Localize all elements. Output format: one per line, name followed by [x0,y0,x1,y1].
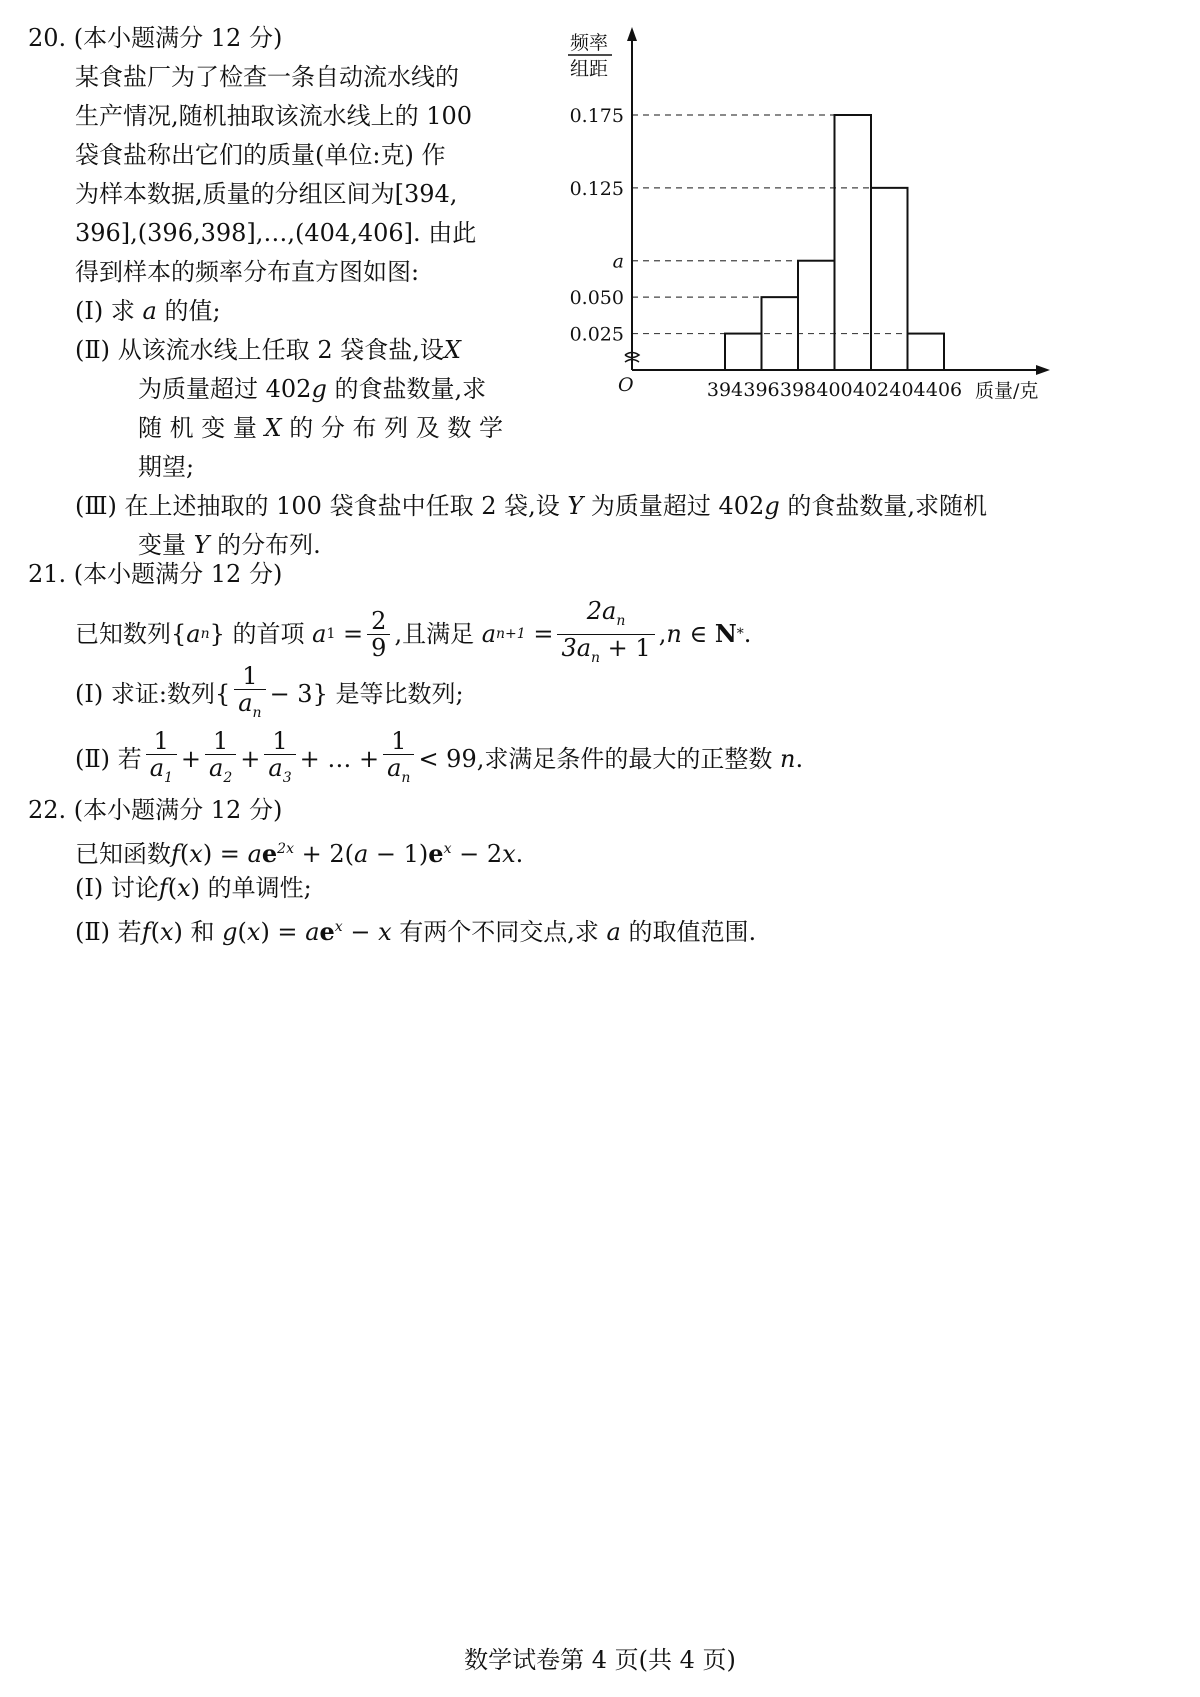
q20-part2-label: (Ⅱ) [75,336,111,364]
q22-part1-x: x [177,874,191,902]
y-axis-arrow [627,27,637,41]
q21-f4-sub: n [401,769,411,786]
q20-part3-l1-text-b: 为质量超过 402 [590,492,765,520]
q21-comma: , [658,620,667,649]
q21-part1-frac-den-sub: n [252,704,262,721]
q20-part2-l1-text: 从该流水线上任取 2 袋食盐,设 [117,336,444,364]
q22-part1 [75,874,312,902]
q20-part1-text-b: 的值; [164,297,221,325]
q22-part2-x: x [159,918,174,946]
x-tick-label: 398 [779,379,817,401]
histogram-bar [798,261,835,370]
q20-part3-line-1 [75,492,987,520]
q21-part1-frac-den [234,689,265,726]
origin-label: O [618,374,634,396]
x-tick-label: 396 [743,379,780,401]
q20-body-line-3: 袋食盐称出它们的质量(单位:克) 作 [75,141,446,169]
q20-part2-line-4: 期望; [138,453,195,481]
q21-frac-den: 9 [367,634,390,661]
q21-given-text-a: 已知数列{ [75,620,187,649]
q21-part2-label: (Ⅱ) [75,745,111,774]
x-axis-label: 质量/克 [975,380,1039,402]
q22-given [75,835,523,868]
q21-frac-1-a1 [146,728,177,791]
x-tick-label: 400 [816,379,853,401]
q21-rec-den [557,634,654,671]
histogram-bar [871,188,908,370]
q21-an: a [186,620,201,649]
histogram-labels [568,32,1038,402]
q22-part2-text-a: 若 [117,918,142,946]
q21-plus-1: + [180,745,202,774]
q20-part3-l1-text-a: 在上述抽取的 100 袋食盐中任取 2 袋,设 [124,492,560,520]
q22-part2-paren2: ( [237,918,247,946]
y-tick-label: 0.025 [569,323,624,346]
q21-f1-sub: 1 [164,769,173,786]
q22-part2-label: (Ⅱ) [75,918,111,946]
x-axis-arrow [1036,365,1050,375]
y-label-bottom: 组距 [570,58,609,80]
q22-part2-text-g: 有两个不同交点,求 [391,918,599,946]
q22-part2-f: f [141,918,151,946]
histogram-axes [625,27,1050,375]
page-footer: 数学试卷第 4 页(共 4 页) [464,1646,736,1674]
q20-part1-var: a [142,297,157,325]
histogram-bar [835,115,872,370]
q20-part1-text-a: 求 [110,297,135,325]
q20-part2-line-1 [75,336,461,364]
q22-f: f [171,840,180,868]
q21-frac-1-a2 [205,728,236,791]
q20-part3-label: (Ⅲ) [75,492,117,520]
q22-part1-text-c: ) 的单调性; [190,874,312,902]
q21-f1-den [146,754,177,791]
q21-f2-sub: 2 [223,769,233,786]
q20-body-line-4: 为样本数据,质量的分组区间为[394, [75,180,458,208]
q21-given-text-c: ,且满足 [394,620,475,649]
q21-part2-text-a: 若 [117,745,142,774]
q22-part2-a: a [305,918,320,946]
q21-eq-2: = [533,620,554,649]
y-tick-label: 0.125 [569,177,624,200]
q21-rec-num [583,598,630,634]
q22-part2-text-h: 的取值范围. [628,918,757,946]
q20-part2-l2-unit: g [311,375,327,403]
q22-part2-x2: x [246,918,261,946]
q20-part3-l2-text-a: 变量 [138,531,186,559]
q21-part1 [75,663,464,726]
q20-title: 20. (本小题满分 12 分) [28,24,283,52]
q21-f3-den [264,754,295,791]
q22-part2-paren1: ( [150,918,160,946]
q22-part2-eq: ) = [260,918,298,946]
q21-a1: a [312,620,327,649]
q21-recurrence-frac [557,598,654,671]
q21-rec-num-sub: n [616,612,626,629]
q21-part2-n: n [779,745,796,774]
q21-rec-den-plus: + 1 [600,633,651,662]
q21-given-text-b: } 的首项 [209,620,305,649]
y-label-top: 频率 [570,32,609,54]
histogram-bar [725,334,762,370]
q21-frac-num: 2 [371,606,387,635]
q21-part1-text-b: − 3} 是等比数列; [269,680,464,709]
q20-part3-l2-text-b: 的分布列. [217,531,321,559]
x-tick-label: 402 [852,379,890,401]
q21-part1-text-a: 求证:数列{ [110,680,231,709]
q20-part3-l2-var: Y [193,531,210,559]
q20-body-line-5: 396],(396,398],…,(404,406]. 由此 [75,219,477,247]
q22-minus-2: − 2 [451,840,503,868]
q20-part3-l1-unit: g [764,492,780,520]
q21-f3-num: 1 [272,727,288,755]
q21-part1-label: (Ⅰ) [75,680,104,709]
q21-an1-sub: n+1 [496,626,526,643]
q22-e1: e [261,839,278,868]
q20-part2-l3-text-a: 随 机 变 量 [138,414,257,442]
q21-an-sub: n [200,626,210,643]
q20-part2-l1-var: X [443,336,461,364]
q20-part1-label: (Ⅰ) [75,297,104,325]
q21-f4-num: 1 [391,727,407,755]
q21-n: n [666,620,682,649]
q21-part2-end: . [795,745,804,774]
q20-part3-l1-var: Y [567,492,584,520]
q21-star: * [736,626,744,643]
q21-end: . [743,620,752,649]
q22-e2: e [428,839,444,868]
q20-part3-line-2 [138,531,321,559]
q20-part1 [75,297,221,325]
q21-f2-den-text: a [209,754,224,782]
q20-body-line-1: 某食盐厂为了检查一条自动流水线的 [75,63,459,91]
q22-paren-open: ( [179,840,190,868]
q21-f3-den-text: a [268,754,283,782]
q21-part1-frac-num: 1 [242,662,258,690]
histogram-bars [725,115,944,370]
q20-part2-l2-text-a: 为质量超过 402 [138,375,312,403]
histogram-bar [908,334,945,370]
q21-eq-1: = [343,620,364,649]
q21-part1-frac-den-text: a [238,689,253,717]
q22-paren-close-eq: ) = [202,840,240,868]
q22-part1-text-a: 讨论 [110,874,159,902]
q22-part2-and: ) 和 [173,918,215,946]
q20-part2-l3-text-b: 的 分 布 列 及 数 学 [289,414,504,442]
q21-f2-den [205,754,236,791]
q21-f2-num: 1 [213,727,229,755]
q22-part1-paren: ( [167,874,178,902]
q21-part1-frac [234,663,265,726]
x-tick-label: 404 [889,379,926,401]
q21-part2-text-b: < 99,求满足条件的最大的正整数 [418,745,773,774]
q20-part2-l3-var: X [264,414,282,442]
q21-in: ∈ [689,620,708,649]
q20-part2-line-2 [138,375,486,403]
q22-x: x [189,840,203,868]
q22-part2 [75,913,756,946]
q22-end: . [515,840,524,868]
q21-f4-den [383,754,414,791]
q22-coef-a: a [247,840,262,868]
q21-f4-den-text: a [387,754,402,782]
q22-a2: a [353,840,369,868]
q22-part2-g: g [222,918,238,946]
q21-frac-1-a3 [264,728,295,791]
y-tick-label: 0.175 [569,105,624,127]
q22-sup1: 2x [277,841,294,857]
q22-title: 22. (本小题满分 12 分) [28,796,283,824]
q22-minus-1: − 1) [368,840,429,868]
x-tick-label: 394 [706,379,744,401]
q22-part2-e: e [319,917,335,946]
y-tick-label: a [612,250,624,273]
q21-f3-sub: 3 [282,769,292,786]
y-tick-label: 0.050 [569,287,624,310]
q21-plus-3: + … + [299,745,380,774]
q22-plus-2: + 2( [293,840,354,868]
q21-rec-den-sub: n [591,649,601,666]
histogram-grid [632,115,908,334]
q21-frac-2-9 [367,608,390,661]
q21-part2 [75,728,803,791]
q22-x2: x [502,840,516,868]
q20-part2-l2-text-b: 的食盐数量,求 [326,375,487,403]
q20-body-line-6: 得到样本的频率分布直方图如图: [75,258,420,286]
q21-rec-num-text: 2a [586,597,617,625]
q21-title: 21. (本小题满分 12 分) [28,560,283,588]
q20-part3-l1-text-c: 的食盐数量,求随机 [779,492,987,520]
q22-sup2: x [443,841,452,857]
q22-given-text-a: 已知函数 [75,840,171,868]
q21-f1-num: 1 [153,727,169,755]
q22-part1-label: (Ⅰ) [75,874,104,902]
q21-given [75,598,751,671]
q21-rec-den-text: 3a [561,633,592,662]
q20-body-line-2: 生产情况,随机抽取该流水线上的 100 [75,102,473,130]
q21-N: N [714,619,737,649]
q21-plus-2: + [240,745,261,774]
q22-part2-a3: a [606,918,621,946]
q21-f1-den-text: a [149,754,164,782]
q22-part1-f: f [158,874,168,902]
frequency-histogram [569,25,1160,445]
q21-an1: a [481,620,497,649]
q20-part2-line-3 [138,414,503,442]
q21-a1-sub: 1 [326,626,336,643]
q22-part2-minus: − [342,918,371,946]
q21-frac-1-an [383,728,414,791]
q22-part2-sup: x [334,919,343,935]
x-tick-label: 406 [925,379,963,401]
q22-part2-x3: x [378,918,392,946]
